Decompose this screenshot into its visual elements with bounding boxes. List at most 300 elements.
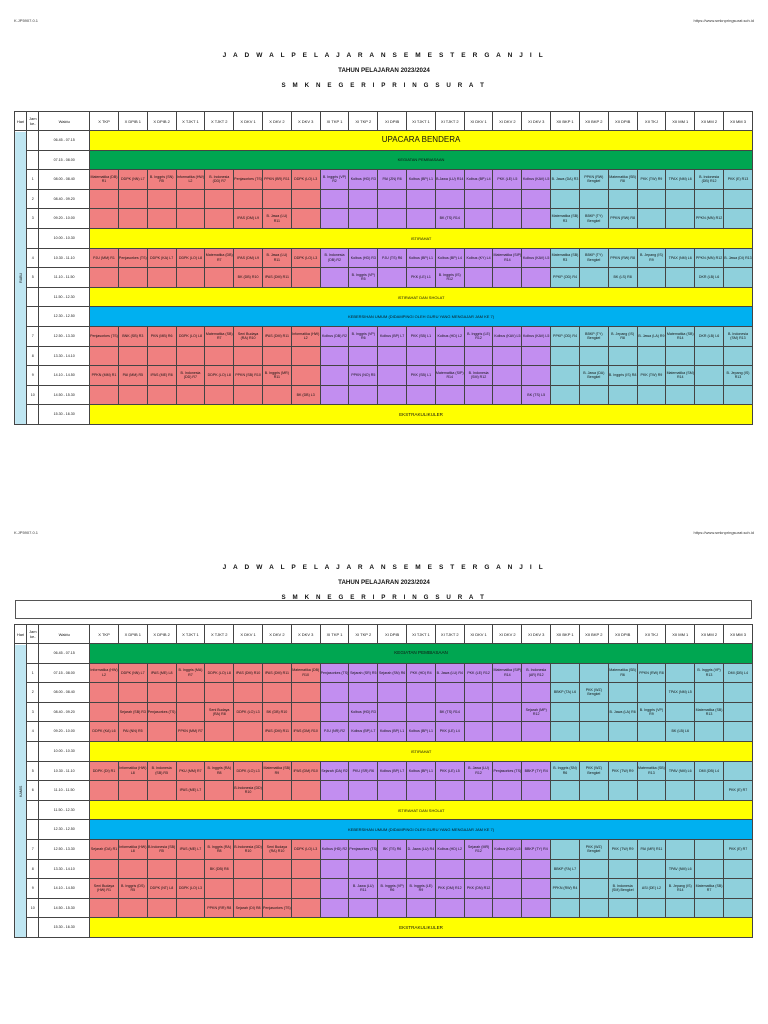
lesson-cell: Penjasorkes (TS) [493, 761, 522, 781]
lesson-cell: Kolbus (BP) L1 [378, 722, 407, 742]
lesson-cell [349, 385, 378, 405]
lesson-cell: DDPK (LO) L3 [291, 839, 320, 859]
lesson-cell [579, 663, 608, 683]
time-range: 10.00 - 10.30 [39, 228, 90, 248]
lesson-cell [118, 346, 147, 366]
academic-year: TAHUN PELAJARAN 2023/2024 [338, 579, 430, 586]
period-number: 6 [27, 781, 39, 801]
lesson-cell [176, 189, 205, 209]
lesson-cell: Matematika (SB) R9 [262, 761, 291, 781]
col-header-class: XII MM 1 [666, 112, 695, 131]
lesson-cell [551, 385, 580, 405]
lesson-cell: B. Indonesia (DB) R12 [695, 170, 724, 190]
header-row [15, 625, 753, 644]
lesson-cell: PJU (TS) R6 [378, 248, 407, 268]
lesson-cell: Penjasorkes (TS) [320, 663, 349, 683]
lesson-cell [234, 859, 263, 879]
day-label: RABU [15, 131, 27, 425]
lesson-cell [551, 663, 580, 683]
period-row [15, 722, 753, 742]
activity-band: ISTIRAHAT [90, 741, 753, 761]
lesson-cell: DDPK (LO) L8 [176, 248, 205, 268]
lesson-cell: IPAS (DM) L9 [234, 248, 263, 268]
lesson-cell [493, 209, 522, 229]
schedule-page-2 [0, 512, 768, 1024]
col-header-jam: Jam ke- [27, 112, 39, 131]
lesson-cell: PKK (SB) L1 [407, 326, 436, 346]
lesson-cell [464, 722, 493, 742]
lesson-cell: PKN (MB) R6 [147, 326, 176, 346]
lesson-cell [176, 385, 205, 405]
lesson-cell: B. Inggris (LE) R9 [407, 879, 436, 899]
lesson-cell: PPKN (MM) R7 [176, 722, 205, 742]
col-header-hari: Hari [15, 112, 27, 131]
lesson-cell: Seni Budaya (RA) R8 [205, 702, 234, 722]
lesson-cell [522, 268, 551, 288]
school-name: S M K N E G E R I P R I N G S U R A T [281, 82, 487, 89]
time-range: 11.10 - 11.50 [39, 268, 90, 288]
lesson-cell: PAI (NN) R5 [118, 722, 147, 742]
period-row [15, 326, 753, 346]
lesson-cell: Matematika (SB) R7 [205, 326, 234, 346]
lesson-cell: PPKN (RW) R4 [551, 879, 580, 899]
lesson-cell: DDPK (LO) L8 [205, 663, 234, 683]
lesson-cell: TPAV (NM) L6 [666, 859, 695, 879]
lesson-cell: IPAS (DM) R11 [262, 268, 291, 288]
lesson-cell: IPAS (ME) L7 [176, 781, 205, 801]
lesson-cell: Matematika (SB) R13 [695, 702, 724, 722]
header-row [15, 112, 753, 131]
lesson-cell: Sejarah (SR) R5 [349, 663, 378, 683]
lesson-cell [551, 722, 580, 742]
time-range: 11.50 - 12.30 [39, 287, 90, 307]
lesson-cell: PKU (SR) R6 [349, 761, 378, 781]
website-url[interactable]: https://www.smknpringsurat.sch.id [693, 18, 754, 23]
lesson-cell: B. Indonesia (SB) R5 [147, 761, 176, 781]
period-number: 1 [27, 663, 39, 683]
lesson-cell [320, 683, 349, 703]
lesson-cell [551, 898, 580, 918]
period-number: 2 [27, 683, 39, 703]
lesson-cell: Kolbus (BP) L4 [464, 170, 493, 190]
lesson-cell [291, 366, 320, 386]
lesson-cell: BK (LB) L6 [666, 722, 695, 742]
lesson-cell [176, 702, 205, 722]
time-range: 12.50 - 13.30 [39, 839, 90, 859]
lesson-cell: B. Inggris (MA) R7 [176, 663, 205, 683]
col-header-class: XII BKP 1 [551, 112, 580, 131]
col-header-class: X TKP [90, 112, 119, 131]
lesson-cell: PKK (E) R13 [723, 170, 752, 190]
band-row [15, 741, 753, 761]
lesson-cell [147, 385, 176, 405]
lesson-cell [579, 722, 608, 742]
period-row [15, 346, 753, 366]
lesson-cell [90, 268, 119, 288]
lesson-cell [637, 268, 666, 288]
lesson-cell: BK (TS) R14 [435, 209, 464, 229]
lesson-cell: Matematika (SB) R6 [608, 663, 637, 683]
lesson-cell: BBKP (TY) Bengkel [579, 326, 608, 346]
col-header-hari: Hari [15, 625, 27, 644]
lesson-cell [118, 189, 147, 209]
period-number: 9 [27, 366, 39, 386]
col-header-class: XII MM 1 [666, 625, 695, 644]
lesson-cell [378, 898, 407, 918]
lesson-cell: Matematika (SB) R14 [666, 326, 695, 346]
band-row [15, 287, 753, 307]
lesson-cell: Kolbus (BP) L1 [407, 248, 436, 268]
lesson-cell: B. Jawa (LU) R4 [435, 663, 464, 683]
lesson-cell [637, 683, 666, 703]
lesson-cell: PAI (MM) R5 [118, 366, 147, 386]
lesson-cell: TPAX (NM) L6 [666, 248, 695, 268]
lesson-cell [723, 722, 752, 742]
lesson-cell [464, 346, 493, 366]
lesson-cell: Kolbus (HD) R3 [349, 702, 378, 722]
lesson-cell: PPKP (OD) R4 [551, 326, 580, 346]
period-number [27, 800, 39, 820]
lesson-cell: Kolbus (BP) L7 [349, 722, 378, 742]
lesson-cell [522, 898, 551, 918]
lesson-cell [407, 346, 436, 366]
col-header-class: XII TKJ [637, 625, 666, 644]
lesson-cell [118, 859, 147, 879]
lesson-cell [666, 781, 695, 801]
band-row [15, 307, 753, 327]
lesson-cell [205, 209, 234, 229]
time-range: 11.10 - 11.50 [39, 781, 90, 801]
activity-band: KEGIATAN PEMBIASAAN [90, 150, 753, 170]
lesson-cell: Kolbus (BP) L7 [378, 326, 407, 346]
website-url[interactable]: https://www.smknpringsurat.sch.id [693, 530, 754, 535]
lesson-cell: Penjasorkes (TS) [234, 170, 263, 190]
lesson-cell [378, 683, 407, 703]
lesson-cell: Kolbus (HD) R3 [349, 170, 378, 190]
lesson-cell [234, 189, 263, 209]
lesson-cell [147, 859, 176, 879]
lesson-cell: B. Indonesia (SM) Bengkel [608, 879, 637, 899]
lesson-cell: TPAV (NM) L6 [666, 761, 695, 781]
lesson-cell [349, 781, 378, 801]
lesson-cell: PKK (TW) R9 [637, 170, 666, 190]
period-row [15, 839, 753, 859]
time-range: 07.15 - 08.00 [39, 663, 90, 683]
lesson-cell: PKK (LE) L4 [435, 722, 464, 742]
col-header-class: XI TKP 1 [320, 625, 349, 644]
col-header-class: XI TKP 1 [320, 112, 349, 131]
lesson-cell [378, 385, 407, 405]
lesson-cell [320, 366, 349, 386]
lesson-cell [493, 859, 522, 879]
lesson-cell: Kolbus (DB) R2 [320, 326, 349, 346]
lesson-cell [723, 385, 752, 405]
lesson-cell [90, 346, 119, 366]
time-range: 06.45 - 07.15 [39, 644, 90, 664]
lesson-cell [234, 722, 263, 742]
lesson-cell: IPAS (DM) R10 [291, 761, 320, 781]
lesson-cell [378, 781, 407, 801]
lesson-cell [262, 683, 291, 703]
lesson-cell: PPKN (RW) Bengkel [579, 170, 608, 190]
lesson-cell [522, 683, 551, 703]
period-row [15, 761, 753, 781]
time-range: 07.15 - 08.00 [39, 150, 90, 170]
col-header-class: XI DKV 1 [464, 112, 493, 131]
period-number [27, 820, 39, 840]
lesson-cell: B. Inggris (VP) R9 [637, 702, 666, 722]
lesson-cell: BK (DB) R10 [234, 268, 263, 288]
lesson-cell: BBKP (TY) Bengkel [579, 209, 608, 229]
lesson-cell: B. Jawa (DA) R3 [551, 170, 580, 190]
lesson-cell [695, 839, 724, 859]
lesson-cell: PKK (LE) L5 [493, 170, 522, 190]
lesson-cell [205, 781, 234, 801]
period-number [27, 150, 39, 170]
lesson-cell: PAI (MR) R11 [637, 839, 666, 859]
period-number: 8 [27, 859, 39, 879]
lesson-cell: B.Jawa (LU) R14 [435, 170, 464, 190]
lesson-cell [147, 346, 176, 366]
lesson-cell: B. Jawa (LA) R6 [608, 702, 637, 722]
time-range: 09.20 - 10.00 [39, 209, 90, 229]
period-row [15, 366, 753, 386]
lesson-cell [291, 268, 320, 288]
lesson-cell [378, 859, 407, 879]
lesson-cell: Penjasorkes (TS) [118, 248, 147, 268]
lesson-cell: PKK (LE) L5 [435, 761, 464, 781]
activity-band: EKSTRAKULIKULER [90, 918, 753, 938]
lesson-cell [695, 683, 724, 703]
time-range: 10.30 - 11.10 [39, 761, 90, 781]
time-range: 10.00 - 10.30 [39, 741, 90, 761]
lesson-cell: IPAS (DM) R11 [262, 326, 291, 346]
lesson-cell [608, 722, 637, 742]
lesson-cell [234, 385, 263, 405]
lesson-cell: Kolbus (BP) L1 [407, 761, 436, 781]
lesson-cell [90, 702, 119, 722]
col-header-class: XII MM 2 [695, 625, 724, 644]
lesson-cell [493, 702, 522, 722]
lesson-cell: BBKP (TY) R4 [522, 839, 551, 859]
lesson-cell [695, 781, 724, 801]
col-header-class: XI DKV 3 [522, 625, 551, 644]
lesson-cell [723, 268, 752, 288]
activity-band: KEGIATAN PEMBIASAAN [90, 644, 753, 664]
period-number: 2 [27, 189, 39, 209]
col-header-class: X TJKT 2 [205, 625, 234, 644]
lesson-cell [608, 859, 637, 879]
time-range: 11.50 - 12.30 [39, 800, 90, 820]
lesson-cell [291, 781, 320, 801]
col-header-class: XI DPIB [378, 625, 407, 644]
time-range: 08.40 - 09.20 [39, 702, 90, 722]
lesson-cell: Kolbus (KAV) L5 [493, 326, 522, 346]
lesson-cell [723, 761, 752, 781]
lesson-cell: BK (TS) R6 [378, 839, 407, 859]
lesson-cell: B.Indonesia (DD) R10 [234, 781, 263, 801]
lesson-cell [695, 385, 724, 405]
activity-band: KEBERSIHAN UMUM (DIDAMPINGI OLEH GURU YANG MENGAJAR JAM KE 7) [90, 307, 753, 327]
lesson-cell [666, 189, 695, 209]
lesson-cell [262, 189, 291, 209]
lesson-cell: Seni Budaya (RA) R10 [262, 839, 291, 859]
lesson-cell [435, 781, 464, 801]
lesson-cell: PKK (WZ) Bengkel [579, 761, 608, 781]
band-row [15, 150, 753, 170]
time-range: 15.30 - 16.30 [39, 405, 90, 425]
lesson-cell: BBKP (TY) R4 [522, 761, 551, 781]
lesson-cell [320, 385, 349, 405]
period-row [15, 268, 753, 288]
lesson-cell: Matematika (SM) R14 [666, 366, 695, 386]
col-header-class: X DPIB 1 [118, 625, 147, 644]
lesson-cell [551, 781, 580, 801]
lesson-cell: DMI (DB) L4 [695, 761, 724, 781]
period-number: 7 [27, 839, 39, 859]
lesson-cell [464, 385, 493, 405]
lesson-cell [262, 346, 291, 366]
period-row [15, 879, 753, 899]
lesson-cell: PPKN (NO) R5 [349, 366, 378, 386]
lesson-cell: IPAS (ME) R6 [147, 366, 176, 386]
lesson-cell: Matematika (SB) R7 [695, 879, 724, 899]
lesson-cell [522, 722, 551, 742]
lesson-cell: IPAS (DM) R10 [291, 722, 320, 742]
lesson-cell [90, 781, 119, 801]
lesson-cell: PKK (WZ) Bengkel [579, 683, 608, 703]
activity-band: KEBERSIHAN UMUM (DIDAMPINGI OLEH GURU YANG MENGAJAR JAM KE 7) [90, 820, 753, 840]
lesson-cell: B. Indonesia (DB) R2 [320, 248, 349, 268]
lesson-cell: PPKN (MM) R1 [90, 366, 119, 386]
lesson-cell [435, 189, 464, 209]
lesson-cell: IPAS (DM) R10 [234, 663, 263, 683]
activity-band: ISTIRAHAT [90, 228, 753, 248]
lesson-cell: Kolbus (HD) R3 [349, 248, 378, 268]
lesson-cell: PKK (LE) R12 [464, 663, 493, 683]
lesson-cell: B.Indonesia (DD) R10 [234, 839, 263, 859]
lesson-cell [176, 683, 205, 703]
lesson-cell [320, 898, 349, 918]
lesson-cell [90, 385, 119, 405]
lesson-cell: B. Jepang (IS) R14 [666, 879, 695, 899]
lesson-cell [90, 859, 119, 879]
lesson-cell: Matematika (SIP) R14 [493, 248, 522, 268]
lesson-cell: BBKP (FA) L7 [551, 859, 580, 879]
lesson-cell [666, 209, 695, 229]
band-row [15, 820, 753, 840]
lesson-cell: Kolbus (KAV) L5 [522, 326, 551, 346]
col-header-class: X TJKT 1 [176, 112, 205, 131]
lesson-cell [234, 879, 263, 899]
period-row [15, 781, 753, 801]
lesson-cell: Kolbus (KAV) L5 [522, 170, 551, 190]
period-number: 5 [27, 761, 39, 781]
lesson-cell: Informatika (HW) L8 [118, 761, 147, 781]
lesson-cell [723, 879, 752, 899]
col-header-class: X DPIB 2 [147, 625, 176, 644]
col-header-class: X DKV 2 [262, 625, 291, 644]
lesson-cell [147, 683, 176, 703]
lesson-cell: DDPK (NT) L8 [147, 879, 176, 899]
lesson-cell: Matematika (SB) R3 [551, 248, 580, 268]
col-header-class: XII TKJ [637, 112, 666, 131]
lesson-cell: B. Jawa (LU) R11 [349, 879, 378, 899]
lesson-cell: DDPK (LO) L3 [291, 170, 320, 190]
lesson-cell: Kolbus (KY) L4 [464, 248, 493, 268]
lesson-cell [118, 781, 147, 801]
col-header-class: XI TJKT 2 [435, 112, 464, 131]
lesson-cell [493, 189, 522, 209]
lesson-cell [464, 702, 493, 722]
lesson-cell [349, 898, 378, 918]
lesson-cell [234, 346, 263, 366]
lesson-cell [234, 683, 263, 703]
lesson-cell: BK (DB) R8 [205, 859, 234, 879]
lesson-cell: B. Jawa (LU) R11 [262, 248, 291, 268]
col-header-class: XI DPIB [378, 112, 407, 131]
col-header-class: X TJKT 2 [205, 112, 234, 131]
lesson-cell [493, 898, 522, 918]
lesson-cell [378, 268, 407, 288]
lesson-cell: DDPK (NN) L7 [118, 663, 147, 683]
lesson-cell [579, 346, 608, 366]
lesson-cell: B. Inggris (RA) R8 [205, 839, 234, 859]
lesson-cell [464, 898, 493, 918]
col-header-class: XII MM 3 [723, 112, 752, 131]
lesson-cell [637, 189, 666, 209]
time-range: 06.45 - 07.15 [39, 131, 90, 151]
lesson-cell: B. Jepang (IS) R9 [637, 248, 666, 268]
lesson-cell: Sejarah (DI) R8 [234, 898, 263, 918]
lesson-cell: DMI (DB) L4 [723, 663, 752, 683]
lesson-cell [90, 898, 119, 918]
lesson-cell [349, 683, 378, 703]
lesson-cell: PKK (HD) R4 [407, 663, 436, 683]
period-number [27, 287, 39, 307]
lesson-cell: B. Indonesia (AR) R12 [522, 663, 551, 683]
lesson-cell: Sejarah (MP) R12 [522, 702, 551, 722]
lesson-cell [147, 722, 176, 742]
lesson-cell: Kolbus (KAV) L5 [522, 248, 551, 268]
lesson-cell: Informatika (HW) L8 [118, 839, 147, 859]
lesson-cell [637, 346, 666, 366]
col-header-class: X DKV 1 [234, 625, 263, 644]
lesson-cell [176, 859, 205, 879]
lesson-cell [90, 683, 119, 703]
lesson-cell: B. Inggris (SN) R6 [551, 761, 580, 781]
lesson-cell [407, 189, 436, 209]
lesson-cell: DDPK (KA) L6 [90, 722, 119, 742]
lesson-cell [608, 898, 637, 918]
period-number: 4 [27, 248, 39, 268]
period-number [27, 405, 39, 425]
lesson-cell: Kolbus (BP) L7 [378, 761, 407, 781]
period-row [15, 170, 753, 190]
lesson-cell [176, 209, 205, 229]
lesson-cell: B. Inggris (DS) R5 [118, 879, 147, 899]
day-label: KAMIS [15, 644, 27, 938]
lesson-cell: Kolbus (HD) L2 [435, 326, 464, 346]
lesson-cell: Kolbus (KAV) L5 [493, 839, 522, 859]
lesson-cell: Penjasorkes (TS) [262, 898, 291, 918]
time-range: 13.30 - 14.10 [39, 859, 90, 879]
col-header-class: X TJKT 1 [176, 625, 205, 644]
lesson-cell [435, 683, 464, 703]
time-range: 12.30 - 12.50 [39, 307, 90, 327]
period-row [15, 248, 753, 268]
lesson-cell: Matematika (DB) R7 [205, 248, 234, 268]
